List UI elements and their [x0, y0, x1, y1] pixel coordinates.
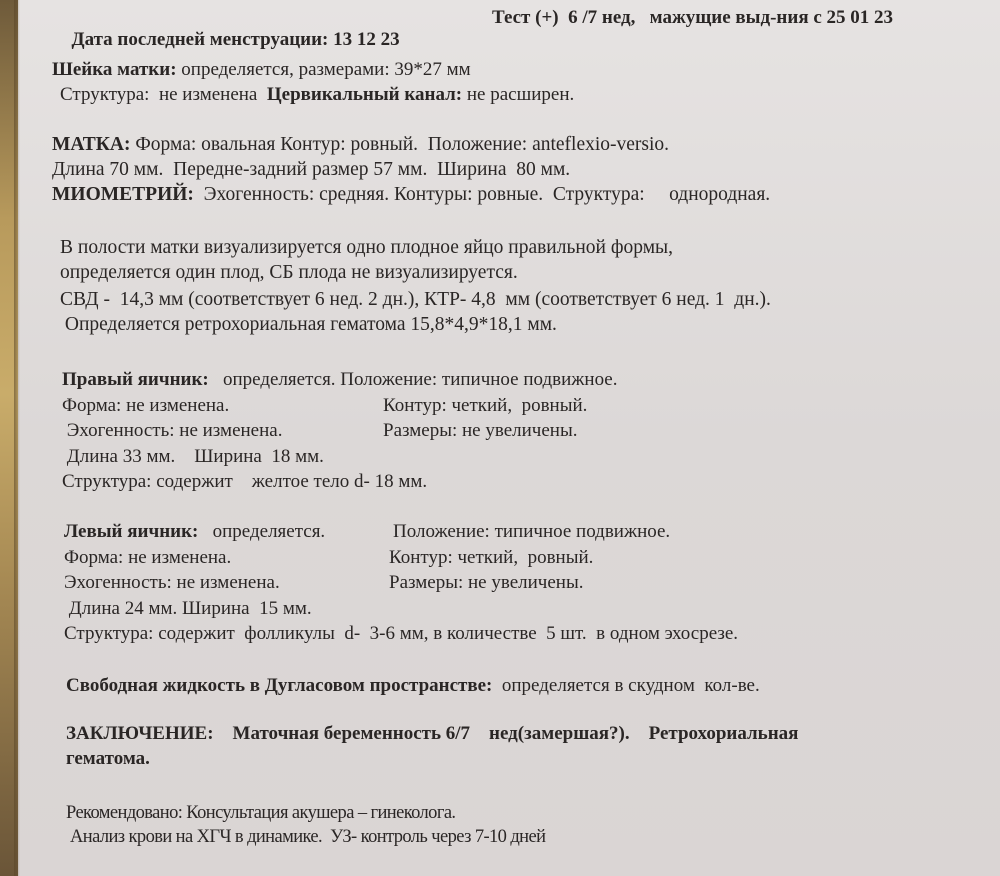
left-ovary-line: [64, 521, 325, 543]
conclusion-label: ЗАКЛЮЧЕНИЕ:: [66, 723, 214, 744]
cervix-structure-line: [60, 84, 574, 106]
right-ovary-label: Правый яичник:: [62, 369, 209, 390]
cervix-structure: Структура: не изменена: [60, 84, 267, 105]
left-ovary-contour: Контур: четкий, ровный.: [389, 547, 594, 568]
right-ovary-structure: Структура: содержит желтое тело d- 18 мм.: [62, 471, 428, 492]
left-ovary-position: Положение: типичное подвижное.: [393, 521, 671, 542]
lmp-value: 13 12 23: [328, 29, 400, 50]
right-ovary-echo: Эхогенность: не изменена.: [62, 420, 283, 441]
cavity-line-4: Определяется ретрохориальная гематома 15,8*4,9*18,1 мм.: [60, 314, 557, 335]
myometrium-line: [52, 184, 770, 206]
myometrium-text: Эхогенность: средняя. Контуры: ровные. Структура: однородная.: [193, 184, 771, 205]
free-fluid-text: определяется в скудном кол-ве.: [492, 675, 760, 696]
free-fluid-label: Свободная жидкость в Дугласовом пространстве:: [66, 675, 493, 696]
conclusion-line-2: гематома.: [66, 748, 150, 769]
left-ovary-form: Форма: не изменена.: [64, 547, 232, 568]
recommendation-line-1: Рекомендовано: Консультация акушера – гинеколога.: [66, 803, 456, 823]
canal-text: не расширен.: [462, 84, 575, 105]
cervix-text: определяется, размерами: 39*27 мм: [176, 59, 471, 80]
left-ovary-dimensions: Длина 24 мм. Ширина 15 мм.: [64, 598, 312, 619]
recommendation-line-2: Анализ крови на ХГЧ в динамике. УЗ- контроль через 7-10 дней: [66, 827, 546, 847]
lmp-label: Дата последней менструации:: [71, 29, 329, 50]
left-ovary-text: определяется.: [198, 521, 326, 542]
cervix-line: [52, 59, 471, 81]
right-ovary-form: Форма: не изменена.: [62, 395, 230, 416]
left-ovary-echo: Эхогенность: не изменена.: [64, 572, 280, 593]
right-ovary-text: определяется. Положение: типичное подвижное.: [208, 369, 618, 390]
uterus-text: Форма: овальная Контур: ровный. Положение: anteflexio-versio.: [130, 134, 670, 155]
conclusion-line: [66, 723, 798, 745]
left-ovary-structure: Структура: содержит фолликулы d- 3-6 мм, в количестве 5 шт. в одном эхосрезе.: [64, 623, 739, 644]
paper-shadow: [14, 0, 20, 876]
uterus-label: МАТКА:: [52, 134, 131, 155]
uterus-dimensions: Длина 70 мм. Передне-задний размер 57 мм. Ширина 80 мм.: [52, 159, 571, 180]
conclusion-text: Маточная беременность 6/7 нед(замершая?). Ретрохориальная: [213, 723, 799, 744]
cavity-line-1: В полости матки визуализируется одно плодное яйцо правильной формы,: [60, 237, 674, 258]
right-ovary-contour: Контур: четкий, ровный.: [383, 395, 588, 416]
left-ovary-size: Размеры: не увеличены.: [389, 572, 584, 593]
cervix-label: Шейка матки:: [52, 59, 177, 80]
myometrium-label: МИОМЕТРИЙ:: [52, 184, 194, 205]
right-ovary-line: [62, 369, 617, 391]
cavity-line-2: определяется один плод, СБ плода не визуализируется.: [60, 262, 518, 283]
canal-label: Цервикальный канал:: [266, 84, 463, 105]
cavity-line-3: СВД - 14,3 мм (соответствует 6 нед. 2 дн.), КТР- 4,8 мм (соответствует 6 нед. 1 дн.).: [60, 289, 771, 310]
free-fluid-line: [66, 675, 760, 697]
left-ovary-label: Левый яичник:: [64, 521, 199, 542]
test-line: Тест (+) 6 /7 нед, мажущие выд-ния с 25 01 23: [492, 7, 894, 28]
uterus-line: [52, 134, 669, 156]
right-ovary-size: Размеры: не увеличены.: [383, 420, 578, 441]
lmp-line: [62, 7, 400, 51]
right-ovary-dimensions: Длина 33 мм. Ширина 18 мм.: [62, 446, 324, 467]
